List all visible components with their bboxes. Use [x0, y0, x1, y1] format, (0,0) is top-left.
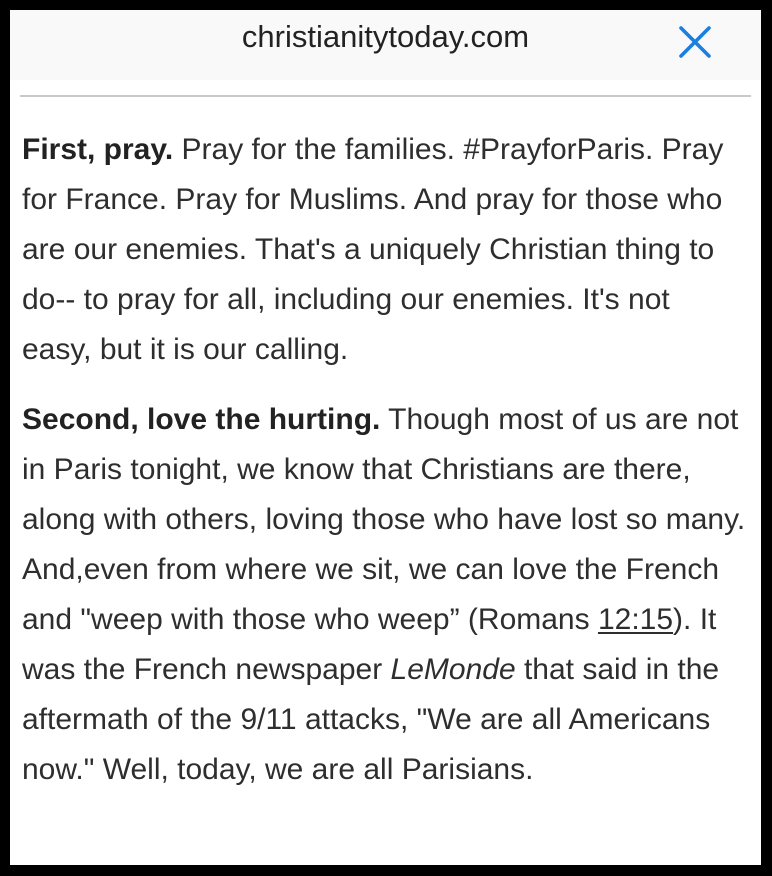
site-domain: christianitytoday.com — [241, 19, 530, 54]
paragraph-text: Pray for the families. #PrayforParis. Pray for France. Pray for Muslims. And pray for those who are our enemies. That's a uniquely Christian thing to do-- to pray for all, including our enemies. It's not easy, but it is our calling. — [22, 133, 724, 366]
newspaper-name: LeMonde — [390, 653, 516, 686]
paragraph-text: ). It was the French newspaper — [22, 603, 717, 686]
paragraph-lead: Second, love the hurting. — [22, 403, 381, 436]
close-button[interactable] — [675, 22, 715, 62]
paragraph-lead: First, pray. — [22, 133, 174, 166]
paragraph-text: Though most of us are not in Paris tonight, we know that Christians are there, along with others, loving those who have lost so many. And,even from where we sit, we can love the French and "weep with those who weep” (Romans — [22, 403, 746, 636]
header-divider — [20, 95, 751, 97]
browser-header — [10, 10, 761, 80]
browser-view — [10, 10, 761, 865]
paragraph-pray — [22, 125, 747, 375]
paragraph-text: that said in the aftermath of the 9/11 attacks, "We are all Americans now." Well, today, we are all Parisians. — [22, 653, 720, 786]
paragraph-love — [22, 395, 747, 795]
scripture-reference-link[interactable]: 12:15 — [597, 603, 674, 636]
article-body — [22, 125, 747, 815]
close-x-icon — [675, 22, 715, 62]
